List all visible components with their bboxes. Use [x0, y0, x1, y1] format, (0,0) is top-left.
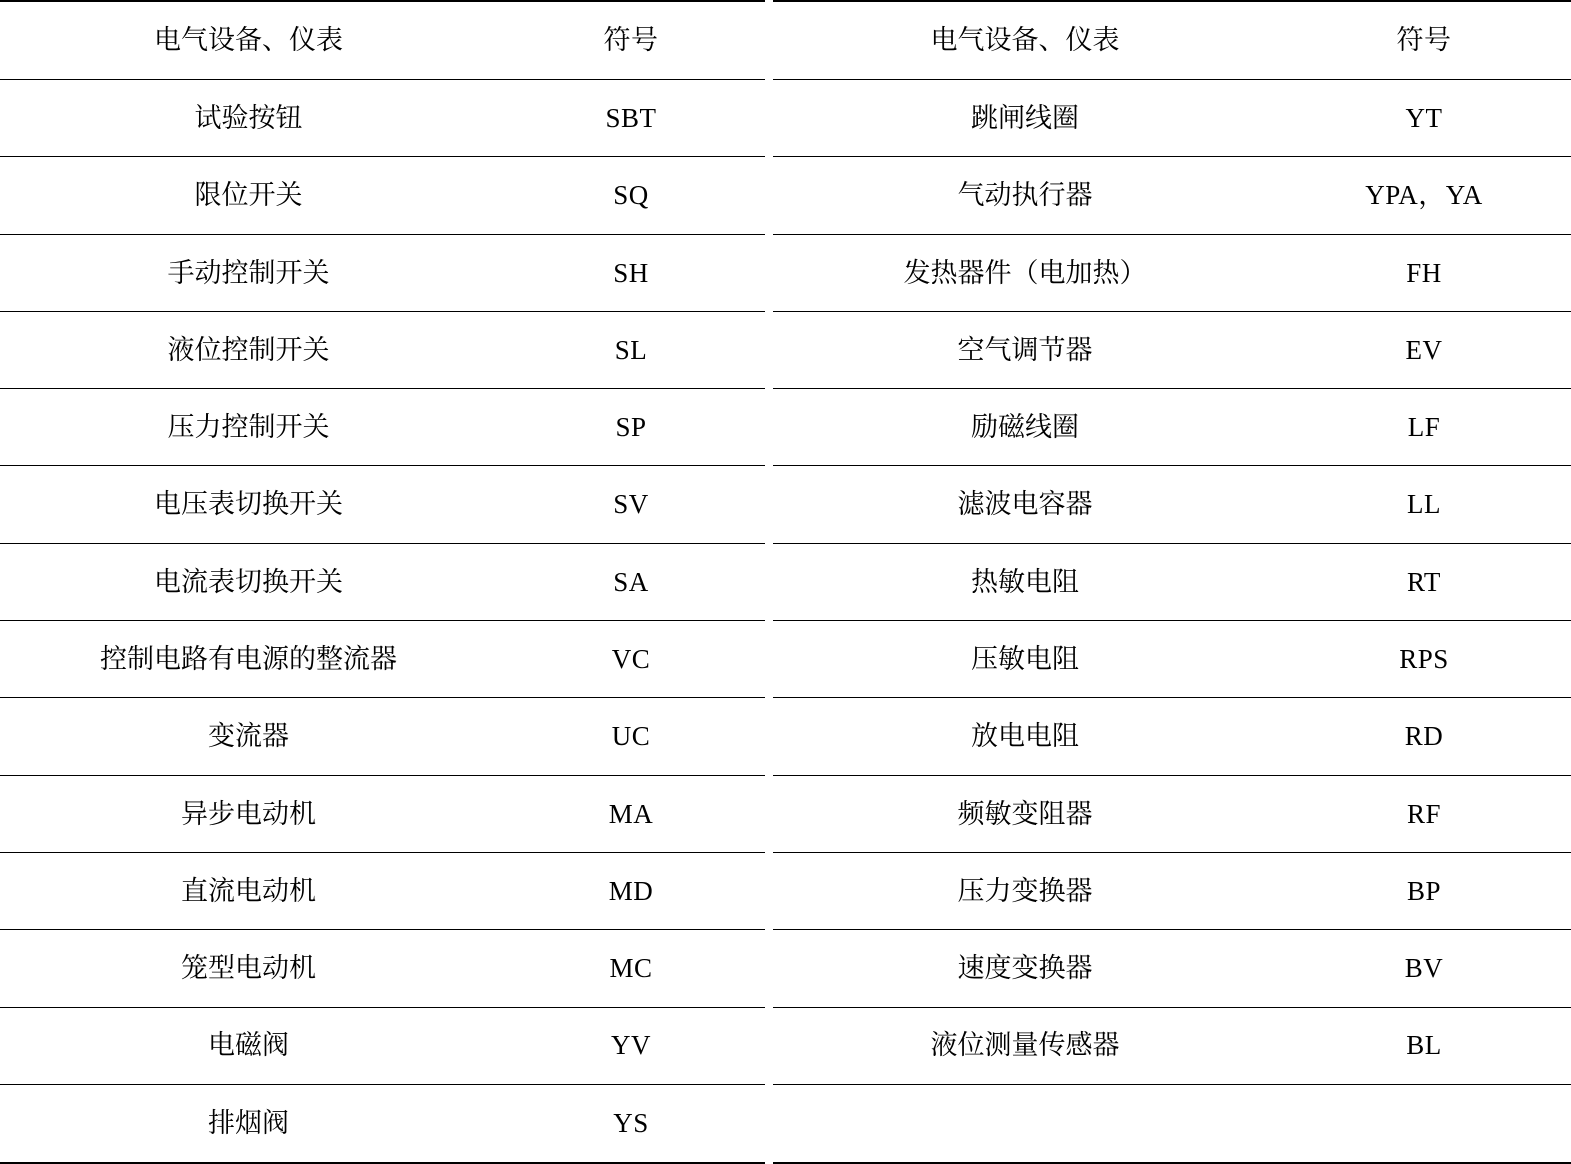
right-equipment-name: 压力变换器 — [957, 875, 1093, 906]
column-divider — [765, 389, 773, 466]
right-equipment-name: 速度变换器 — [957, 953, 1093, 984]
left-name-header: 电气设备、仪表 — [154, 25, 343, 56]
right-symbol: EV — [1405, 334, 1443, 365]
table-row — [0, 311, 1571, 388]
left-symbol-cell — [497, 930, 765, 1007]
table-row — [0, 157, 1571, 234]
left-symbol-cell — [497, 157, 765, 234]
right-equipment-name: 频敏变阻器 — [957, 798, 1093, 829]
left-equipment-name-cell — [0, 621, 497, 698]
right-symbol-cell — [1277, 852, 1571, 929]
right-equipment-name: 跳闸线圈 — [971, 102, 1079, 133]
table-row — [0, 543, 1571, 620]
left-symbol-cell — [497, 1007, 765, 1084]
left-equipment-name: 压力控制开关 — [167, 412, 330, 443]
left-symbol-cell — [497, 311, 765, 388]
right-symbol-header: 符号 — [1396, 25, 1452, 56]
right-equipment-name-cell — [773, 389, 1277, 466]
left-equipment-name-cell — [0, 543, 497, 620]
table-row — [0, 1007, 1571, 1084]
column-divider — [765, 157, 773, 234]
right-equipment-name-cell — [773, 1007, 1277, 1084]
table-row — [0, 466, 1571, 543]
right-equipment-name-cell — [773, 775, 1277, 852]
right-symbol: BL — [1406, 1030, 1442, 1061]
right-equipment-name: 滤波电容器 — [957, 489, 1093, 520]
table-row — [0, 775, 1571, 852]
right-equipment-name: 励磁线圈 — [971, 412, 1079, 443]
right-symbol-cell — [1277, 930, 1571, 1007]
column-divider — [765, 1, 773, 79]
table-row — [0, 930, 1571, 1007]
left-equipment-name: 电磁阀 — [208, 1030, 289, 1061]
right-symbol: YPA，YA — [1365, 180, 1483, 211]
right-symbol: LL — [1407, 489, 1441, 520]
right-symbol-cell — [1277, 621, 1571, 698]
right-equipment-name-cell — [773, 79, 1277, 156]
left-symbol-cell — [497, 852, 765, 929]
left-symbol-cell — [497, 775, 765, 852]
right-symbol: FH — [1406, 257, 1442, 288]
right-symbol: RD — [1404, 721, 1444, 752]
right-symbol-cell — [1277, 234, 1571, 311]
right-equipment-name-cell — [773, 852, 1277, 929]
column-divider — [765, 621, 773, 698]
right-symbol-cell — [1277, 311, 1571, 388]
table-row — [0, 1084, 1571, 1163]
left-symbol: YV — [611, 1030, 651, 1061]
left-equipment-name: 变流器 — [208, 721, 289, 752]
right-symbol — [1277, 1085, 1571, 1162]
left-symbol-header: 符号 — [603, 25, 659, 56]
right-symbol-cell — [1277, 1007, 1571, 1084]
right-symbol: BP — [1406, 875, 1442, 906]
left-symbol-cell — [497, 79, 765, 156]
left-symbol: MD — [608, 875, 654, 906]
left-symbol: SQ — [613, 180, 649, 211]
left-equipment-name-cell — [0, 311, 497, 388]
right-equipment-name: 空气调节器 — [957, 334, 1093, 365]
right-equipment-name: 压敏电阻 — [971, 644, 1079, 674]
column-divider — [765, 543, 773, 620]
left-equipment-name-cell — [0, 698, 497, 775]
right-symbol-header-cell — [1277, 1, 1571, 79]
left-symbol: MC — [609, 953, 653, 984]
right-symbol-cell — [1277, 157, 1571, 234]
left-symbol-cell — [497, 466, 765, 543]
left-symbol-cell — [497, 698, 765, 775]
right-equipment-name: 放电电阻 — [971, 721, 1079, 752]
column-divider — [765, 930, 773, 1007]
right-equipment-name-cell — [773, 543, 1277, 620]
right-symbol-cell — [1277, 698, 1571, 775]
column-divider — [765, 1007, 773, 1084]
column-divider — [765, 234, 773, 311]
left-equipment-name-cell — [0, 775, 497, 852]
left-equipment-name-cell — [0, 852, 497, 929]
left-equipment-name: 电压表切换开关 — [154, 489, 343, 520]
table-body — [0, 1, 1571, 1163]
left-symbol-cell — [497, 234, 765, 311]
left-symbol-cell — [497, 543, 765, 620]
column-divider — [765, 698, 773, 775]
left-symbol: VC — [611, 644, 651, 674]
table-row — [0, 234, 1571, 311]
right-equipment-name: 液位测量传感器 — [930, 1030, 1120, 1061]
table-row — [0, 698, 1571, 775]
table-row — [0, 852, 1571, 929]
left-equipment-name-cell — [0, 389, 497, 466]
left-equipment-name: 手动控制开关 — [167, 257, 330, 288]
left-equipment-name-cell — [0, 79, 497, 156]
right-equipment-name-cell — [773, 234, 1277, 311]
column-divider — [765, 852, 773, 929]
table-row — [0, 621, 1571, 698]
left-symbol: MA — [608, 798, 654, 829]
left-equipment-name: 异步电动机 — [181, 798, 316, 829]
left-symbol: SBT — [605, 102, 657, 133]
right-name-header-cell — [773, 1, 1277, 79]
left-symbol-cell — [497, 1084, 765, 1163]
table-row — [0, 389, 1571, 466]
left-equipment-name: 排烟阀 — [208, 1108, 289, 1139]
left-symbol: SH — [613, 257, 649, 288]
left-symbol: YS — [613, 1108, 649, 1139]
left-symbol-header-cell — [497, 1, 765, 79]
left-symbol-cell — [497, 389, 765, 466]
right-symbol-cell — [1277, 466, 1571, 543]
right-symbol-cell — [1277, 79, 1571, 156]
column-divider — [765, 466, 773, 543]
right-equipment-name-cell — [773, 698, 1277, 775]
right-equipment-name-cell — [773, 621, 1277, 698]
right-name-header: 电气设备、仪表 — [930, 25, 1120, 56]
table-header-row — [0, 1, 1571, 79]
left-equipment-name-cell — [0, 466, 497, 543]
left-symbol: SV — [613, 489, 649, 520]
right-symbol-cell — [1277, 543, 1571, 620]
left-symbol: SL — [614, 334, 648, 365]
right-symbol-cell — [1277, 389, 1571, 466]
right-symbol-cell — [1277, 775, 1571, 852]
left-equipment-name-cell — [0, 157, 497, 234]
left-equipment-name-cell — [0, 234, 497, 311]
right-equipment-name — [773, 1085, 1277, 1162]
left-equipment-name-cell — [0, 1084, 497, 1163]
left-symbol-cell — [497, 621, 765, 698]
right-equipment-name-cell — [773, 1084, 1277, 1163]
right-symbol: RF — [1406, 798, 1442, 829]
right-equipment-name: 热敏电阻 — [971, 566, 1079, 597]
left-symbol: SP — [615, 412, 647, 443]
table-row — [0, 79, 1571, 156]
right-symbol: RPS — [1399, 644, 1449, 674]
left-equipment-name: 试验按钮 — [194, 102, 303, 133]
left-symbol: SA — [613, 566, 649, 597]
left-equipment-name-cell — [0, 930, 497, 1007]
left-equipment-name: 电流表切换开关 — [154, 566, 343, 597]
right-symbol: YT — [1405, 102, 1443, 133]
left-equipment-name: 直流电动机 — [181, 875, 316, 906]
left-equipment-name-cell — [0, 1007, 497, 1084]
right-symbol: LF — [1407, 412, 1441, 443]
column-divider — [765, 775, 773, 852]
right-equipment-name-cell — [773, 311, 1277, 388]
right-symbol: BV — [1404, 953, 1444, 984]
column-divider — [765, 311, 773, 388]
left-equipment-name: 控制电路有电源的整流器 — [100, 644, 397, 674]
right-equipment-name-cell — [773, 466, 1277, 543]
right-equipment-name-cell — [773, 930, 1277, 1007]
left-equipment-name: 限位开关 — [194, 180, 303, 211]
right-equipment-name: 气动执行器 — [957, 180, 1093, 211]
right-symbol-cell — [1277, 1084, 1571, 1163]
right-equipment-name-cell — [773, 157, 1277, 234]
right-equipment-name: 发热器件（电加热） — [903, 257, 1147, 288]
right-symbol: RT — [1407, 566, 1441, 597]
column-divider — [765, 79, 773, 156]
column-divider — [765, 1084, 773, 1163]
left-equipment-name: 笼型电动机 — [181, 953, 316, 984]
left-equipment-name: 液位控制开关 — [167, 334, 330, 365]
left-symbol: UC — [611, 721, 651, 752]
left-name-header-cell — [0, 1, 497, 79]
